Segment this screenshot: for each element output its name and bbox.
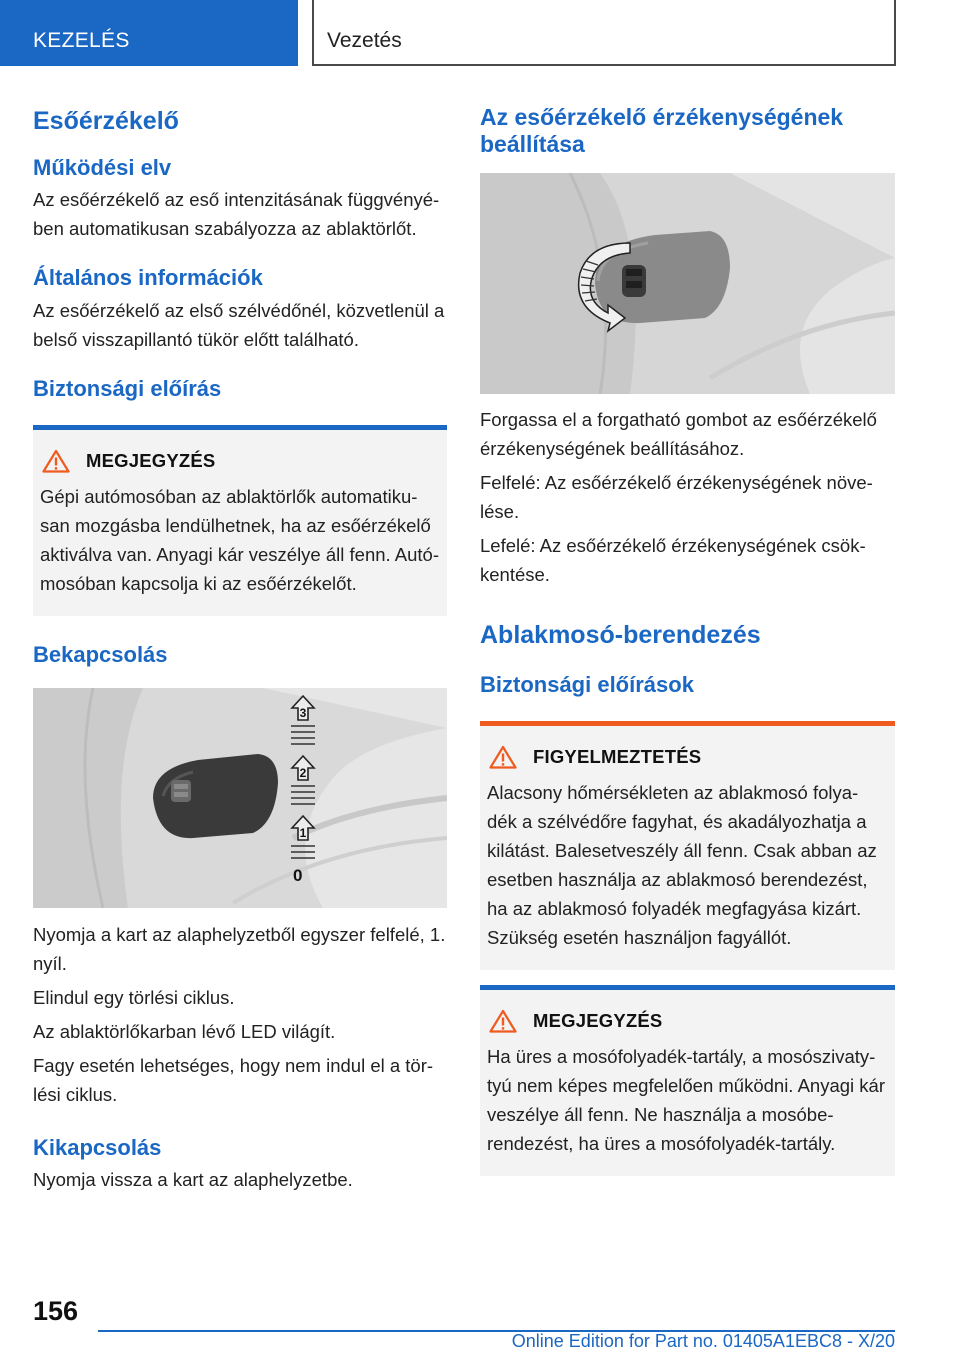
notice-header (40, 444, 440, 478)
sensitivity-step-2: Felfelé: Az esőérzékelő érzékenységének növe-lése. (480, 472, 873, 522)
left-column (33, 94, 447, 1194)
principle-heading: Működési elv (33, 155, 172, 180)
notice-text: Gépi autómosóban az ablaktörlők automatiku-san mozgásba lendülhetnek, ha az esőérzékelő aktiválva van. Anyagi kár veszélye áll fenn. Autó-mosóban kapcsolja ki az esőérzékelőt. (40, 486, 439, 595)
position-label-2: 2 (299, 765, 307, 780)
warning-triangle-icon (489, 745, 517, 769)
section-tab: KEZELÉS (0, 0, 298, 66)
notice-box-washer (480, 985, 895, 1176)
sensitivity-step-1: Forgassa el a forgatható gombot az esőérzékelő érzékenységének beállításához. (480, 409, 877, 459)
footer-edition: Online Edition for Part no. 01405A1EBC8 - X/20 (511, 1331, 895, 1351)
safety-heading: Biztonsági előírás (33, 375, 222, 401)
on-step-3: Az ablaktörlőkarban lévő LED világít. (33, 1020, 336, 1042)
on-step-4: Fagy esetén lehetséges, hogy nem indul el a tör-lési ciklus. (33, 1054, 434, 1105)
principle-text: Az esőérzékelő az eső intenzitásának függvényé-ben automatikusan szabályozza az ablaktörlőt. (33, 189, 440, 240)
sensitivity-knob-illustration (480, 173, 895, 394)
notice-title-washer: MEGJEGYZÉS (533, 1010, 663, 1032)
position-label-1: 1 (299, 825, 307, 840)
notice-header-washer (487, 1004, 888, 1038)
sensitivity-knob-figure (480, 173, 895, 394)
on-step-2: Elindul egy törlési ciklus. (33, 986, 235, 1008)
general-heading: Általános információk (33, 265, 263, 291)
on-heading: Bekapcsolás (33, 642, 168, 668)
warning-header (487, 740, 888, 774)
position-label-3: 3 (299, 705, 307, 720)
warning-title: FIGYELMEZTETÉS (533, 746, 702, 768)
page-number: 156 (33, 1296, 79, 1326)
warning-text: Alacsony hőmérsékleten az ablakmosó folya-dék a szélvédőre fagyhat, és akadályozhatja a kilátást. Balesetveszély áll fenn. Csak abban az esetben használja az ablakmosó berendezést, ha az ablakmosó folyadék megfagyása kizárt. Szükség esetén használjon fagyállót. (487, 782, 877, 949)
sensitivity-heading: Az esőérzékelő érzékenységének beállítása (480, 104, 844, 157)
position-label-0: 0 (293, 865, 303, 885)
notice-box (33, 425, 447, 616)
notice-title: MEGJEGYZÉS (86, 450, 216, 472)
wiper-lever-illustration (33, 688, 447, 908)
warning-triangle-icon (489, 1009, 517, 1033)
warning-triangle-icon (42, 449, 70, 473)
off-heading: Kikapcsolás (33, 1134, 162, 1160)
wiper-lever-figure (33, 688, 447, 908)
off-text: Nyomja vissza a kart az alaphelyzetbe. (33, 1168, 353, 1190)
washer-heading: Ablakmosó-berendezés (480, 621, 761, 649)
chapter-title: Vezetés (312, 0, 896, 66)
warning-box (480, 721, 895, 970)
page-title: Esőérzékelő (33, 107, 179, 135)
on-step-1: Nyomja a kart az alaphelyzetből egyszer felfelé, 1. nyíl. (33, 923, 446, 974)
washer-safety-heading: Biztonsági előírások (480, 672, 694, 697)
general-text: Az esőérzékelő az első szélvédőnél, közvetlenül a belső visszapillantó tükör előtt található. (33, 299, 445, 350)
right-column (480, 94, 895, 1176)
notice-text-washer: Ha üres a mosófolyadék-tartály, a mosószivaty-tyú nem képes megfelelően működni. Anyagi kár veszélye áll fenn. Ne használja a mosóbe-rendezést, ha üres a mosófolyadék-tartály. (487, 1046, 885, 1155)
sensitivity-step-3: Lefelé: Az esőérzékelő érzékenységének csök-kentése. (480, 535, 866, 585)
